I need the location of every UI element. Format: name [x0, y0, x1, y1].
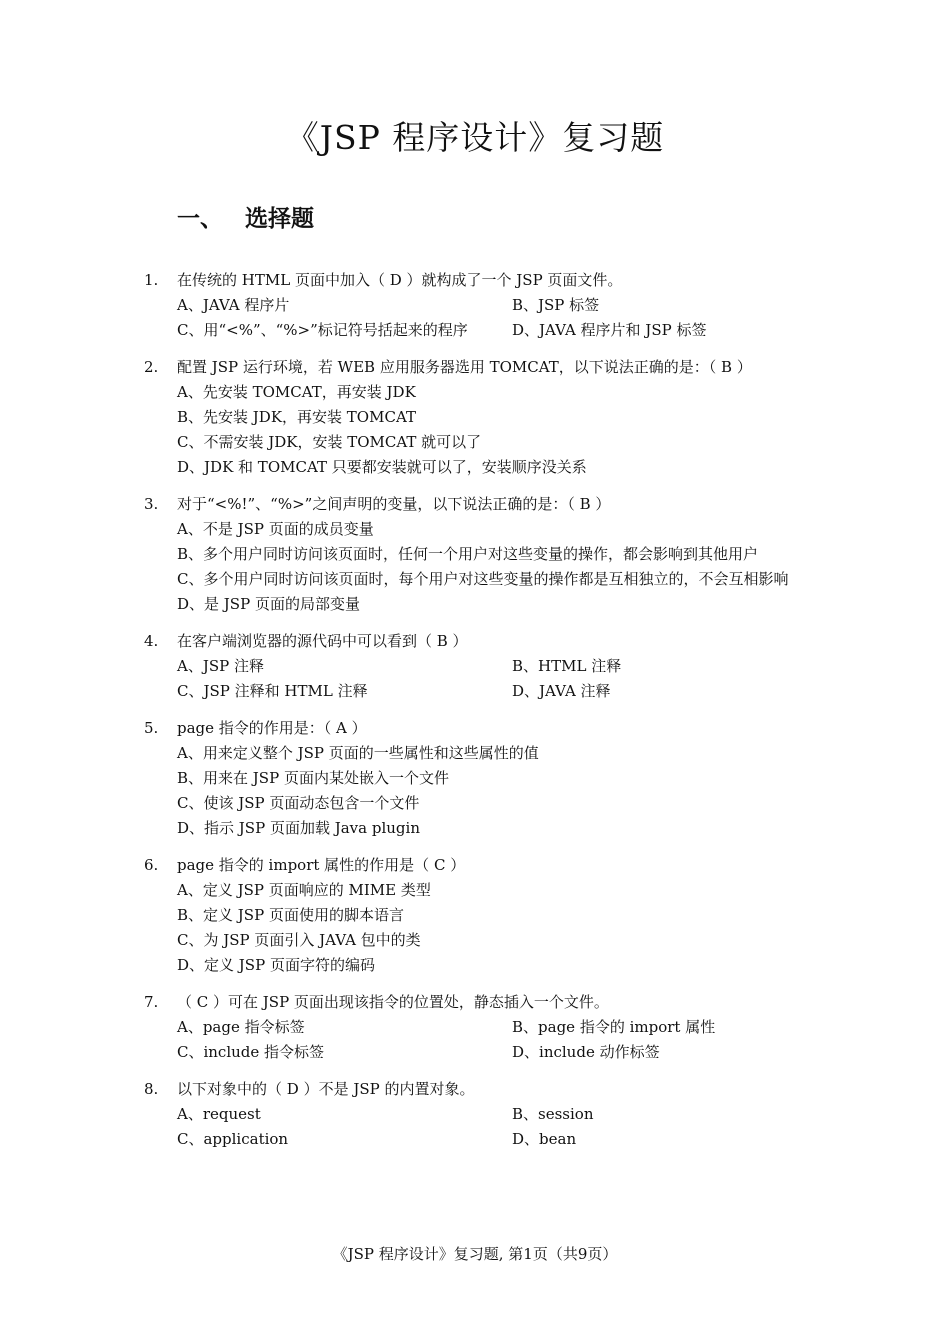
option-d: D、JAVA 注释	[512, 682, 611, 700]
option-list	[177, 654, 813, 704]
option-list	[177, 293, 813, 343]
question-list	[0, 268, 950, 1164]
option-b: B、session	[512, 1105, 594, 1123]
option-c: C、JSP 注释和 HTML 注释	[177, 682, 368, 700]
option-d: D、定义 JSP 页面字符的编码	[177, 956, 375, 974]
option-list	[177, 1015, 813, 1065]
question-2	[0, 355, 950, 480]
question-text: page 指令的 import 属性的作用是（ C ）	[177, 856, 466, 874]
question-text: 以下对象中的（ D ）不是 JSP 的内置对象。	[177, 1080, 475, 1098]
section-heading	[177, 200, 314, 233]
option-c: C、用“<%”、“%>”标记符号括起来的程序	[177, 321, 468, 339]
question-text: 在客户端浏览器的源代码中可以看到（ B ）	[177, 632, 468, 650]
question-number: 3.	[144, 495, 159, 513]
option-b: B、先安装 JDK，再安装 TOMCAT	[177, 408, 416, 426]
option-c: C、为 JSP 页面引入 JAVA 包中的类	[177, 931, 421, 949]
question-text: 配置 JSP 运行环境，若 WEB 应用服务器选用 TOMCAT，以下说法正确的是：（ B ）	[177, 358, 752, 376]
question-6	[0, 853, 950, 978]
option-a: A、request	[177, 1105, 261, 1123]
question-text: （ C ）可在 JSP 页面出现该指令的位置处，静态插入一个文件。	[177, 993, 609, 1011]
question-text: page 指令的作用是：（ A ）	[177, 719, 367, 737]
question-number: 8.	[144, 1080, 159, 1098]
option-d: D、指示 JSP 页面加载 Java plugin	[177, 819, 420, 837]
question-5	[0, 716, 950, 841]
option-c: C、使该 JSP 页面动态包含一个文件	[177, 794, 420, 812]
option-a: A、page 指令标签	[177, 1018, 305, 1036]
option-b: B、JSP 标签	[512, 296, 600, 314]
section-number: 一、	[177, 206, 223, 232]
option-list	[177, 380, 813, 480]
option-b: B、HTML 注释	[512, 657, 622, 675]
option-d: D、bean	[512, 1130, 577, 1148]
page-footer: 《JSP 程序设计》复习题, 第1页（共9页）	[332, 1245, 618, 1263]
section-label: 选择题	[245, 206, 314, 232]
option-b: B、多个用户同时访问该页面时，任何一个用户对这些变量的操作，都会影响到其他用户	[177, 545, 759, 563]
option-a: A、先安装 TOMCAT，再安装 JDK	[177, 383, 416, 401]
question-text: 对于“<%!”、“%>”之间声明的变量，以下说法正确的是：（ B ）	[177, 495, 611, 513]
question-number: 5.	[144, 719, 159, 737]
question-4	[0, 629, 950, 704]
question-text: 在传统的 HTML 页面中加入（ D ）就构成了一个 JSP 页面文件。	[177, 271, 623, 289]
option-c: C、不需安装 JDK，安装 TOMCAT 就可以了	[177, 433, 482, 451]
option-b: B、用来在 JSP 页面内某处嵌入一个文件	[177, 769, 449, 787]
question-number: 6.	[144, 856, 159, 874]
question-7	[0, 990, 950, 1065]
option-c: C、include 指令标签	[177, 1043, 325, 1061]
question-8	[0, 1077, 950, 1152]
option-d: D、是 JSP 页面的局部变量	[177, 595, 360, 613]
option-a: A、JAVA 程序片	[177, 296, 290, 314]
option-d: D、JDK 和 TOMCAT 只要都安装就可以了，安装顺序没关系	[177, 458, 587, 476]
option-b: B、page 指令的 import 属性	[512, 1018, 716, 1036]
option-d: D、include 动作标签	[512, 1043, 660, 1061]
question-number: 7.	[144, 993, 159, 1011]
question-number: 1.	[144, 271, 159, 289]
option-c: C、application	[177, 1130, 289, 1148]
option-list	[177, 517, 813, 617]
question-number: 2.	[144, 358, 159, 376]
question-3	[0, 492, 950, 617]
option-a: A、定义 JSP 页面响应的 MIME 类型	[177, 881, 431, 899]
option-a: A、用来定义整个 JSP 页面的一些属性和这些属性的值	[177, 744, 539, 762]
page-title: 《JSP 程序设计》复习题	[285, 118, 665, 157]
question-1	[0, 268, 950, 343]
option-b: B、定义 JSP 页面使用的脚本语言	[177, 906, 404, 924]
question-number: 4.	[144, 632, 159, 650]
option-list	[177, 1102, 813, 1152]
option-list	[177, 878, 813, 978]
option-a: A、JSP 注释	[177, 657, 264, 675]
option-d: D、JAVA 程序片和 JSP 标签	[512, 321, 707, 339]
option-c: C、多个用户同时访问该页面时，每个用户对这些变量的操作都是互相独立的，不会互相影响	[177, 570, 789, 588]
option-a: A、不是 JSP 页面的成员变量	[177, 520, 374, 538]
option-list	[177, 741, 813, 841]
